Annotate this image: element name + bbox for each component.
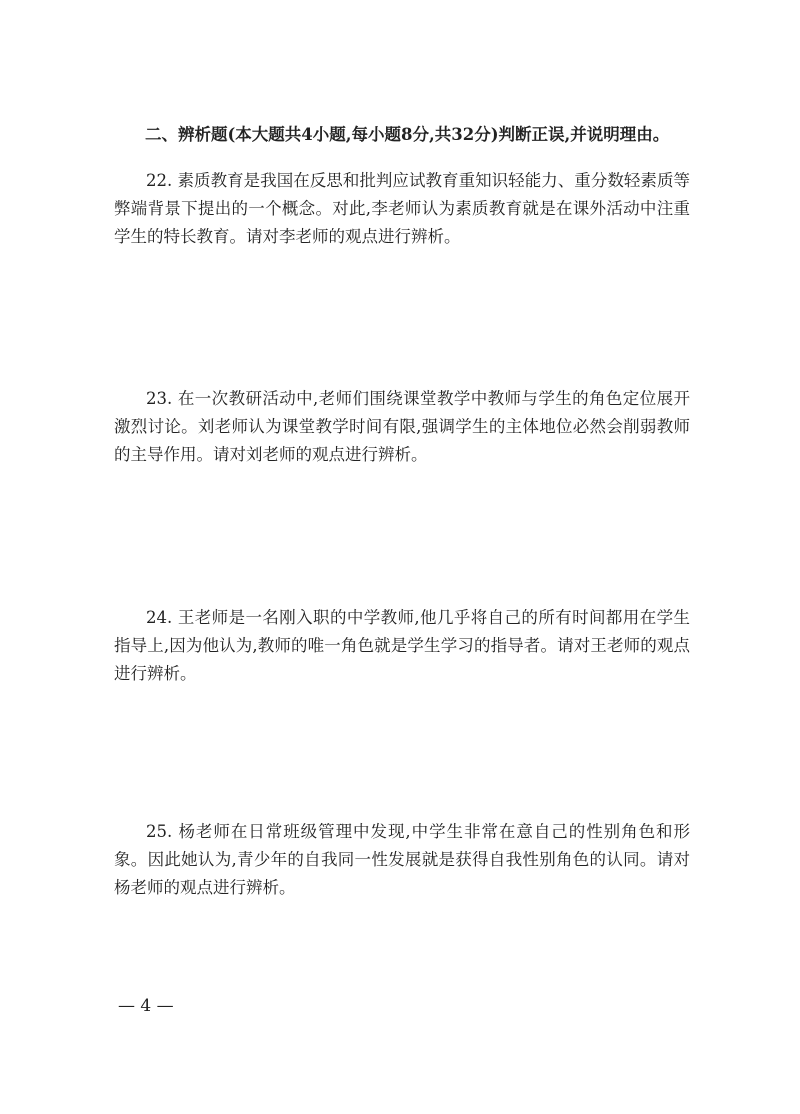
question-23: 23. 在一次教研活动中,老师们围绕课堂教学中教师与学生的角色定位展开激烈讨论。刘老师认为课堂教学时间有限,强调学生的主体地位必然会削弱教师的主导作用。请对刘老师的观点进行辨析。 [114, 388, 690, 464]
page-number: — 4 — [118, 996, 174, 1016]
question-24: 24. 王老师是一名刚入职的中学教师,他几乎将自己的所有时间都用在学生指导上,因为他认为,教师的唯一角色就是学生学习的指导者。请对王老师的观点进行辨析。 [114, 607, 690, 683]
question-25: 25. 杨老师在日常班级管理中发现,中学生非常在意自己的性别角色和形象。因此她认为,青少年的自我同一性发展就是获得自我性别角色的认同。请对杨老师的观点进行辨析。 [114, 821, 690, 897]
question-22: 22. 素质教育是我国在反思和批判应试教育重知识轻能力、重分数轻素质等弊端背景下提出的一个概念。对此,李老师认为素质教育就是在课外活动中注重学生的特长教育。请对李老师的观点进行辨析。 [114, 170, 690, 246]
section-heading: 二、辨析题(本大题共4小题,每小题8分,共32分)判断正误,并说明理由。 [145, 125, 670, 144]
